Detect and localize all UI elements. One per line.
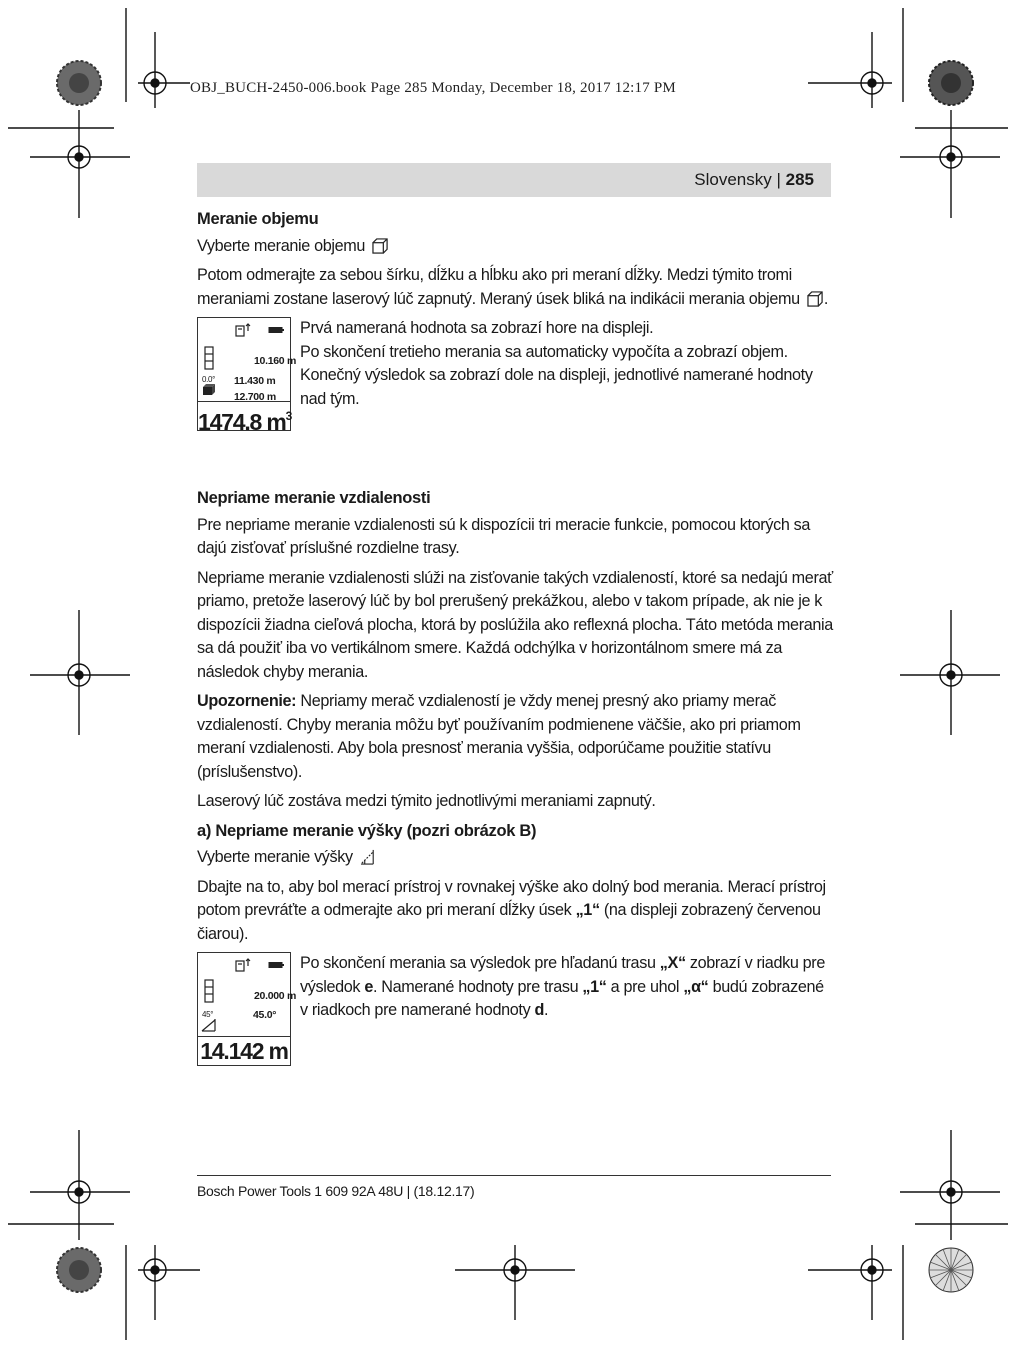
angle-readout: 0.0° — [202, 375, 215, 384]
volume-fig-line-1: Prvá nameraná hodnota sa zobrazí hore na displeji. — [300, 319, 654, 337]
height-fig-end: . — [544, 1001, 549, 1019]
volume-select-paragraph — [197, 235, 833, 259]
crosshair-left-upper-icon — [30, 110, 130, 218]
measured-length-1-unit: m — [286, 990, 296, 1002]
volume-cube-icon — [372, 238, 389, 254]
page-content — [197, 208, 833, 1072]
height-fig-f: budú zobrazené v riadkoch pre namerané hodnoty — [300, 977, 824, 1019]
footer-rule — [197, 1175, 831, 1176]
indirect-height-icon — [360, 849, 377, 865]
height-figure-row — [197, 952, 833, 1066]
indirect-paragraph-3: Laserový lúč zostáva medzi týmito jednotlivými meraniami zapnutý. — [197, 792, 656, 810]
height-p1-c: (na displeji zobrazený červenou čiarou). — [197, 901, 821, 943]
height-paragraph-1 — [197, 876, 833, 947]
height-fig-e: e — [364, 977, 373, 996]
crosshair-bottom-right-icon — [808, 1245, 892, 1320]
measured-angle: 45.0° — [253, 1009, 277, 1021]
height-select-paragraph — [197, 846, 833, 870]
volume-mode-icon — [202, 384, 216, 396]
calibration-wheel-bottom-right-icon — [929, 1248, 973, 1292]
measured-value-1-unit: m — [286, 355, 296, 367]
language-bar — [197, 163, 831, 197]
height-fig-x: „X“ — [659, 954, 686, 972]
battery-icon — [268, 961, 284, 969]
reference-level-icon — [204, 979, 214, 1003]
label-separator: | — [771, 170, 786, 189]
height-p1-marker: „1“ — [575, 901, 600, 919]
note-label: Upozornenie: — [197, 692, 297, 710]
battery-icon — [268, 326, 284, 334]
height-fig-alpha: „α“ — [683, 977, 709, 996]
footer: Bosch Power Tools 1 609 92A 48U | (18.12.17) — [197, 1183, 475, 1199]
crosshair-top-left-icon — [138, 32, 190, 108]
laser-device-icon — [234, 958, 254, 973]
crosshair-bottom-left-icon — [138, 1245, 200, 1320]
height-fig-d: a pre uhol — [606, 977, 684, 996]
indirect-paragraph-1: Pre nepriame meranie vzdialenosti sú k dispozícii tri meracie funkcie, pomocou ktorých sa dajú zisťovať príslušné rozdielne trasy. — [197, 515, 811, 557]
section-heading-indirect: Nepriame meranie vzdialenosti — [197, 489, 431, 507]
language-page-label — [694, 170, 814, 190]
height-fig-1: „1“ — [582, 977, 607, 996]
height-mode-icon — [201, 1018, 217, 1032]
height-fig-b: zobrazí v riadku pre výsledok — [300, 954, 825, 996]
language-name: Slovensky — [694, 170, 772, 189]
measured-value-3: 12.700 m — [234, 391, 276, 403]
section-heading-volume: Meranie objemu — [197, 210, 319, 228]
note-text: Nepriamy merač vzdialeností je vždy menej presný ako priamy merač vzdialeností. Chyby merania môžu byť používaním podmienene väčšie, ako pri priamom meraní vzdialenosti. Aby bola presnosť merania vyššia, odporúčame použitie statívu (príslušenstvo). — [197, 692, 801, 781]
volume-body-text: Potom odmerajte za sebou šírku, dĺžku a hĺbku ako pri meraní dĺžky. Medzi týmito tromi meraniami zostane laserový lúč zapnutý. Meraný úsek bliká na indikácii merania objemu — [197, 266, 800, 308]
calibration-wheel-top-left-icon — [57, 61, 101, 105]
height-select-text: Vyberte meranie výšky — [197, 848, 353, 866]
crosshair-bottom-center-icon — [455, 1245, 575, 1320]
crosshair-top-right-icon — [808, 32, 892, 108]
crosshair-left-middle-icon — [30, 610, 130, 735]
indirect-paragraph-2: Nepriame meranie vzdialenosti slúži na zisťovanie takých vzdialeností, ktoré sa nedajú merať priamo, pretože laserový lúč by bol prerušený prekážkou, alebo v takom prípade, ak nie je k dispozícii žiadna cieľová plocha, ktorá by poslúžila ako reflexná plocha. Táto metóda merania sa dá použiť iba vo vertikálnom smere. Každá odchýlka v horizontálnom smere má za následok chyby merania. — [197, 568, 833, 681]
indirect-note-paragraph — [197, 690, 833, 784]
reference-level-icon — [204, 346, 214, 370]
height-fig-c: . Namerané hodnoty pre trasu — [372, 977, 583, 996]
height-fig-a: Po skončení merania sa výsledok pre hľadanú trasu — [300, 954, 660, 972]
volume-fig-line-2: Po skončení tretieho merania sa automaticky vypočíta a zobrazí objem. — [300, 342, 788, 361]
volume-body-end: . — [823, 289, 829, 308]
volume-select-text: Vyberte meranie objemu — [197, 236, 366, 255]
angle-small-readout: 45° — [202, 1010, 214, 1019]
crosshair-right-upper-icon — [900, 110, 1000, 218]
volume-figure-text — [300, 317, 833, 411]
height-display-illustration — [197, 952, 296, 1066]
calibration-wheel-bottom-left-icon — [57, 1248, 101, 1292]
volume-result-value: 1474.8 m — [198, 409, 286, 435]
height-result-line: 14.142 m — [198, 1036, 290, 1065]
volume-fig-line-3: Konečný výsledok sa zobrazí dole na displeji, jednotlivé namerané hodnoty nad tým. — [300, 366, 813, 408]
section-heading-height: a) Nepriame meranie výšky (pozri obrázok B) — [197, 821, 537, 840]
height-figure-text — [300, 952, 833, 1023]
calibration-wheel-top-right-icon — [929, 61, 973, 105]
crosshair-right-middle-icon — [900, 610, 1000, 735]
volume-result-line — [198, 401, 292, 435]
laser-device-icon — [234, 323, 254, 338]
print-header: OBJ_BUCH-2450-006.book Page 285 Monday, December 18, 2017 12:17 PM — [190, 80, 676, 96]
volume-display-illustration — [197, 317, 296, 435]
height-fig-dd: d — [534, 1001, 545, 1019]
spacer — [197, 437, 833, 487]
volume-result-exponent: 3 — [285, 409, 292, 423]
measured-length-1-number: 20.000 — [254, 990, 285, 1002]
measured-value-2: 11.430 m — [234, 375, 276, 387]
volume-figure-row — [197, 317, 833, 435]
measured-value-1-number: 10.160 — [254, 355, 285, 367]
height-p1-a: Dbajte na to, aby bol merací prístroj v rovnakej výške ako dolný bod merania. Merací prístroj potom prevráťte a odmerajte ako pri meraní dĺžky úsek — [197, 877, 826, 919]
volume-cube-icon-inline — [807, 291, 824, 307]
page-number: 285 — [785, 170, 814, 189]
volume-body-paragraph — [197, 264, 833, 311]
